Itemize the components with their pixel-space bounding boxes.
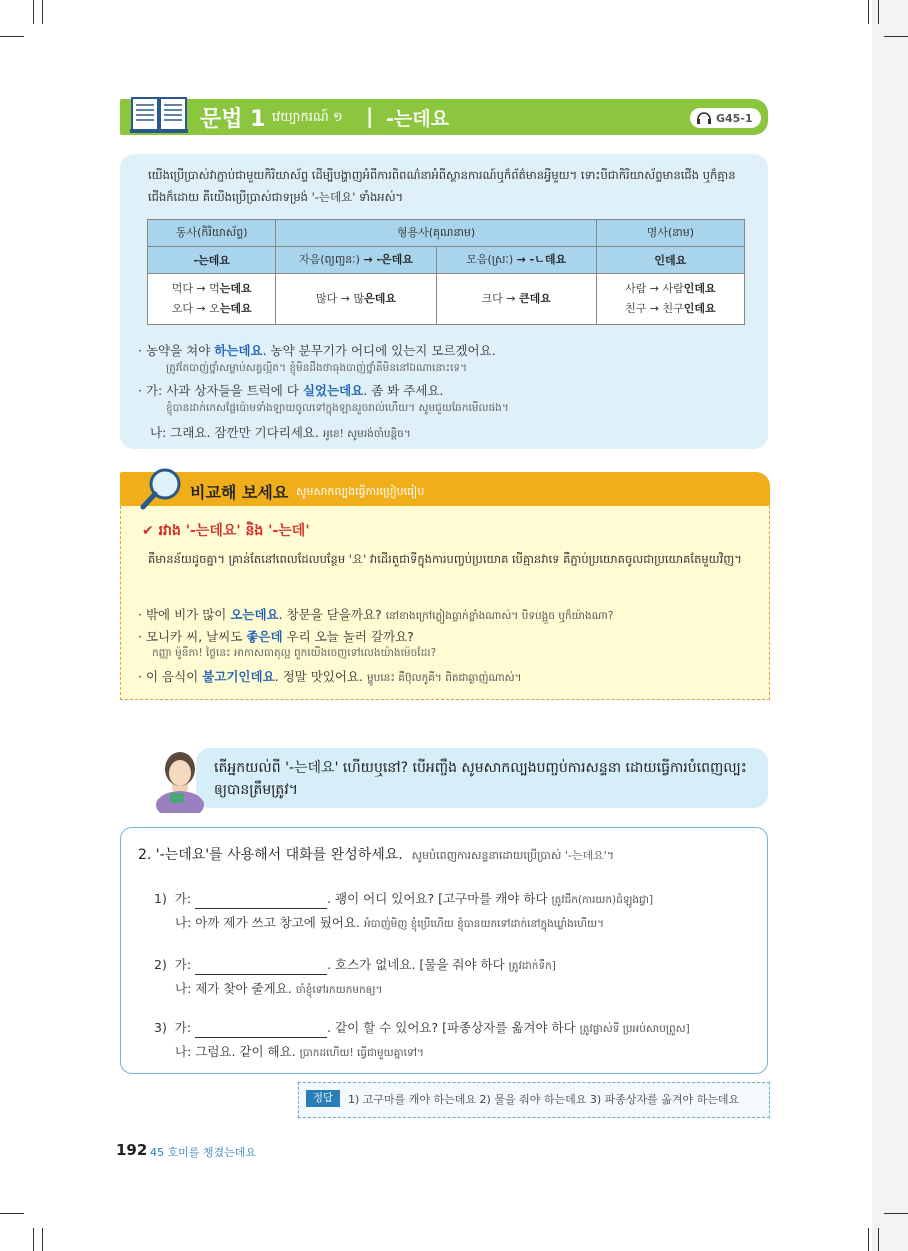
answer-blank[interactable]	[195, 960, 327, 975]
noun-example-ending: 인데요	[683, 302, 716, 315]
speaker-label: 가:	[174, 957, 192, 972]
item-text: . 괭이 어디 있어요? [고구마를 캐야 하다	[327, 891, 548, 906]
crop-mark	[42, 1228, 43, 1251]
adj-consonant-example	[276, 274, 436, 325]
header-adjective: 형용사(គុណនាម)	[276, 220, 596, 247]
verb-example: 오다 → 오	[171, 302, 220, 315]
example-highlight: 실었는데요	[302, 383, 364, 398]
verb-examples	[148, 274, 276, 325]
exercise-reply	[175, 1042, 424, 1062]
example-text: · 가: 사과 상자들을 트럭에 다	[138, 383, 303, 398]
answer-blank[interactable]	[195, 894, 327, 909]
compare-subtitle: សូមសាកល្បងធ្វើការប្រៀបធៀប	[296, 485, 425, 498]
example-text: 우리 오늘 놀러 갈까요?	[282, 629, 414, 644]
example-text: 나: 그래요. 잠깐만 기다리세요.	[150, 425, 319, 440]
reply-text: 나: 아까 제가 쓰고 창고에 뒀어요.	[175, 915, 361, 930]
compare-example	[138, 605, 613, 625]
example-translation: អូខេ! សូមរង់ចាំបន្តិច។	[322, 428, 411, 440]
magnifier-icon	[138, 466, 184, 512]
example-highlight: 오는데요	[230, 607, 279, 622]
adj-vowel-cell	[436, 247, 596, 274]
headphones-icon	[696, 112, 712, 124]
example-highlight: 불고기인데요	[202, 669, 275, 684]
answer-text: 1) 고구마를 캐야 하는데요 2) 물을 줘야 하는데요 3) 파종상자를 옮겨야 하는데요	[348, 1093, 740, 1106]
reply-translation: ចាំខ្ញុំទៅរកយកមកឲ្យ។	[295, 984, 383, 996]
exercise-title	[138, 844, 614, 865]
example-text: · 밖에 비가 많이	[138, 607, 231, 622]
noun-example: 사람 → 사람	[625, 282, 684, 295]
noun-form: 인데요	[596, 247, 744, 274]
example-sentence	[138, 381, 444, 399]
example-sentence	[150, 423, 411, 443]
consonant-form: → -은데요	[363, 253, 413, 266]
example-text: · 농약을 쳐야	[138, 343, 215, 358]
prompt-text: តើអ្នកយល់ពី '-는데요' ហើយឬនៅ? បើអញ្ចឹង សូមសាកល្បងបញ្ចប់ការសន្ទនា ដោយធ្វើការបំពេញល្បះឲ្យបានត្រឹមត្រូវ។	[214, 760, 747, 798]
example-highlight: 하는데요	[214, 343, 263, 358]
adj-example-ending: 큰데요	[518, 292, 551, 305]
verb-form: -는데요	[148, 247, 276, 274]
answer-tag: 정답	[306, 1090, 340, 1107]
verb-example-ending: 는데요	[219, 282, 252, 295]
item-number: 3)	[154, 1020, 167, 1035]
example-text: . 농약 분무기가 어디에 있는지 모르겠어요.	[262, 343, 496, 358]
noun-example-ending: 인데요	[683, 282, 716, 295]
open-book-icon	[130, 94, 188, 134]
noun-example: 친구 → 친구	[625, 302, 684, 315]
section-title: 문법 1	[200, 107, 266, 132]
example-text: . 좀 봐 주세요.	[363, 383, 444, 398]
verb-example: 먹다 → 먹	[171, 282, 220, 295]
example-sentence	[138, 341, 496, 359]
exercise-item	[154, 955, 556, 975]
header-noun: 명사(នាម)	[596, 220, 744, 247]
compare-title: 비교해 보세요	[190, 483, 289, 502]
item-number: 1)	[154, 891, 167, 906]
exercise-title-text: 2. '-는데요'를 사용해서 대화를 완성하세요.	[138, 847, 403, 863]
section-subtitle: វេយ្យាករណ៍ ១	[272, 110, 343, 125]
crop-mark	[33, 1228, 34, 1251]
answer-blank[interactable]	[195, 1023, 327, 1038]
item-number: 2)	[154, 957, 167, 972]
crop-mark	[878, 1228, 879, 1251]
example-translation: នៅខាងក្រៅភ្លៀងធ្លាក់ខ្លាំងណាស់។ បិទបង្អួច ឬក៏យ៉ាងណា?	[385, 610, 614, 622]
compare-heading	[142, 520, 310, 542]
item-hint-translation: ត្រូវជីក(ការយក)ដំឡូងជ្វា]	[551, 894, 654, 906]
crop-mark	[868, 0, 869, 24]
example-translation: កញ្ញា ម៉ូនីកា! ថ្ងៃនេះ អាកាសធាតុល្អ ពួកយើងចេញទៅលេងយ៉ាងម៉េចដែរ?	[152, 647, 437, 659]
adj-example-ending: 은데요	[364, 292, 396, 305]
audio-track-badge[interactable]	[690, 108, 761, 128]
exercise-reply	[175, 979, 382, 999]
title-separator: |	[366, 104, 374, 128]
grammar-intro: យើងប្រើប្រាស់វាភ្ជាប់ជាមួយកិរិយាស័ព្ទ ដើម្បីបង្ហាញអំពីការពិពណ៌នាអំពីស្ថានការណ៍ឬក៏ព័ត៌មានអ្វីមួយ។ ទោះបីជាកិរិយាស័ព្ទមានជើង ឬក៏គ្មានជើងក៏ដោយ គឺយើងប្រើប្រាស់ជាទម្រង់ '-는데요' ទាំងអស់។	[148, 168, 736, 204]
page-number: 192	[116, 1141, 148, 1159]
header-verb: 동사(កិរិយាស័ព្ទ)	[148, 220, 276, 247]
adj-example: 많다 → 많	[315, 292, 365, 305]
chapter-title: 45 호미를 챙겼는데요	[150, 1146, 256, 1159]
example-text: · 이 음식이	[138, 669, 203, 684]
item-text: . 호스가 없네요. [물을 줘야 하다	[327, 957, 505, 972]
reply-text: 나: 제가 찾아 줄게요.	[175, 981, 292, 996]
adj-consonant-cell	[276, 247, 436, 274]
crop-mark	[42, 0, 43, 24]
exercise-reply	[175, 913, 604, 933]
vowel-label: 모음(ស្រៈ)	[466, 253, 514, 266]
check-icon: ✔	[142, 523, 159, 539]
example-translation: ម្ហូបនេះ គឺប៊ុលកូគី។ ពិតជាឆ្ងាញ់ណាស់។	[367, 672, 522, 684]
item-text: . 같이 할 수 있어요? [파종상자를 옮겨야 하다	[327, 1020, 576, 1035]
speaker-label: 가:	[174, 1020, 192, 1035]
crop-mark	[878, 0, 879, 24]
crop-mark	[0, 1213, 24, 1214]
verb-example-ending: 는데요	[219, 302, 252, 315]
crop-mark	[884, 1213, 908, 1214]
compare-example	[138, 627, 414, 645]
reply-translation: ប្រាកដហើយ! ធ្វើជាមួយគ្នាទៅ។	[299, 1047, 424, 1059]
consonant-label: 자음(ព្យញ្ជនៈ)	[299, 253, 360, 266]
grammar-pattern: -는데요	[386, 108, 449, 130]
compare-heading-text: រវាង '-는데요' និង '-는데'	[158, 523, 310, 539]
exercise-title-translation: សូមបំពេញការសន្ទនាដោយប្រើប្រាស់ '-는데요'។	[411, 849, 614, 862]
exercise-item	[154, 889, 653, 909]
example-translation: ត្រូវតែបាញ់ថ្នាំសម្លាប់សត្វល្អិត។ ខ្ញុំមិនដឹងថាធុងបាញ់ថ្នាំគឺមិននៅឯណានោះទេ។	[166, 362, 468, 374]
adj-example: 크다 →	[481, 292, 519, 305]
track-label: G45-1	[716, 111, 753, 125]
item-hint-translation: ត្រូវដាក់ទឹក]	[508, 960, 556, 972]
compare-explanation: គឺមានន័យដូចគ្នា។ គ្រាន់តែនៅពេលដែលបន្ថែម '요' វាដើរតួជាទីក្នុងការបញ្ចប់ប្រយោគ បើគ្មានវាទេ គឺភ្ជាប់ប្រយោគចូលជាប្រយោគតែមួយវិញ។	[148, 552, 742, 566]
example-text: · 모니카 씨, 날씨도	[138, 629, 247, 644]
vowel-form: → -ㄴ데요	[516, 253, 567, 266]
page-edge	[872, 0, 908, 1251]
reply-text: 나: 그럼요. 같이 해요.	[175, 1044, 296, 1059]
noun-examples	[596, 274, 744, 325]
teacher-illustration	[150, 743, 210, 813]
conjugation-table	[147, 219, 745, 325]
item-hint-translation: ត្រូវផ្លាស់ទី ប្រអប់សាបព្រួស]	[579, 1023, 690, 1035]
reply-translation: អំបាញ់មិញ ខ្ញុំប្រើហើយ ខ្ញុំបានយកទៅដាក់នៅក្នុងឃ្លាំងហើយ។	[364, 918, 605, 930]
crop-mark	[33, 0, 34, 24]
crop-mark	[884, 36, 908, 37]
example-text: . 정말 맛있어요.	[274, 669, 364, 684]
adj-vowel-example	[436, 274, 596, 325]
crop-mark	[0, 36, 24, 37]
exercise-item	[154, 1018, 690, 1038]
example-highlight: 좋은데	[246, 629, 283, 644]
speaker-label: 가:	[174, 891, 192, 906]
example-text: . 창문을 닫을까요?	[278, 607, 382, 622]
crop-mark	[868, 1228, 869, 1251]
compare-example	[138, 667, 522, 687]
example-translation: ខ្ញុំបានដាក់កេសផ្លែប៉ោមទាំងឡាយចូលទៅក្នុងឡានរួចរាល់ហើយ។ សូមជួយឆែកមើលផង។	[166, 402, 509, 414]
